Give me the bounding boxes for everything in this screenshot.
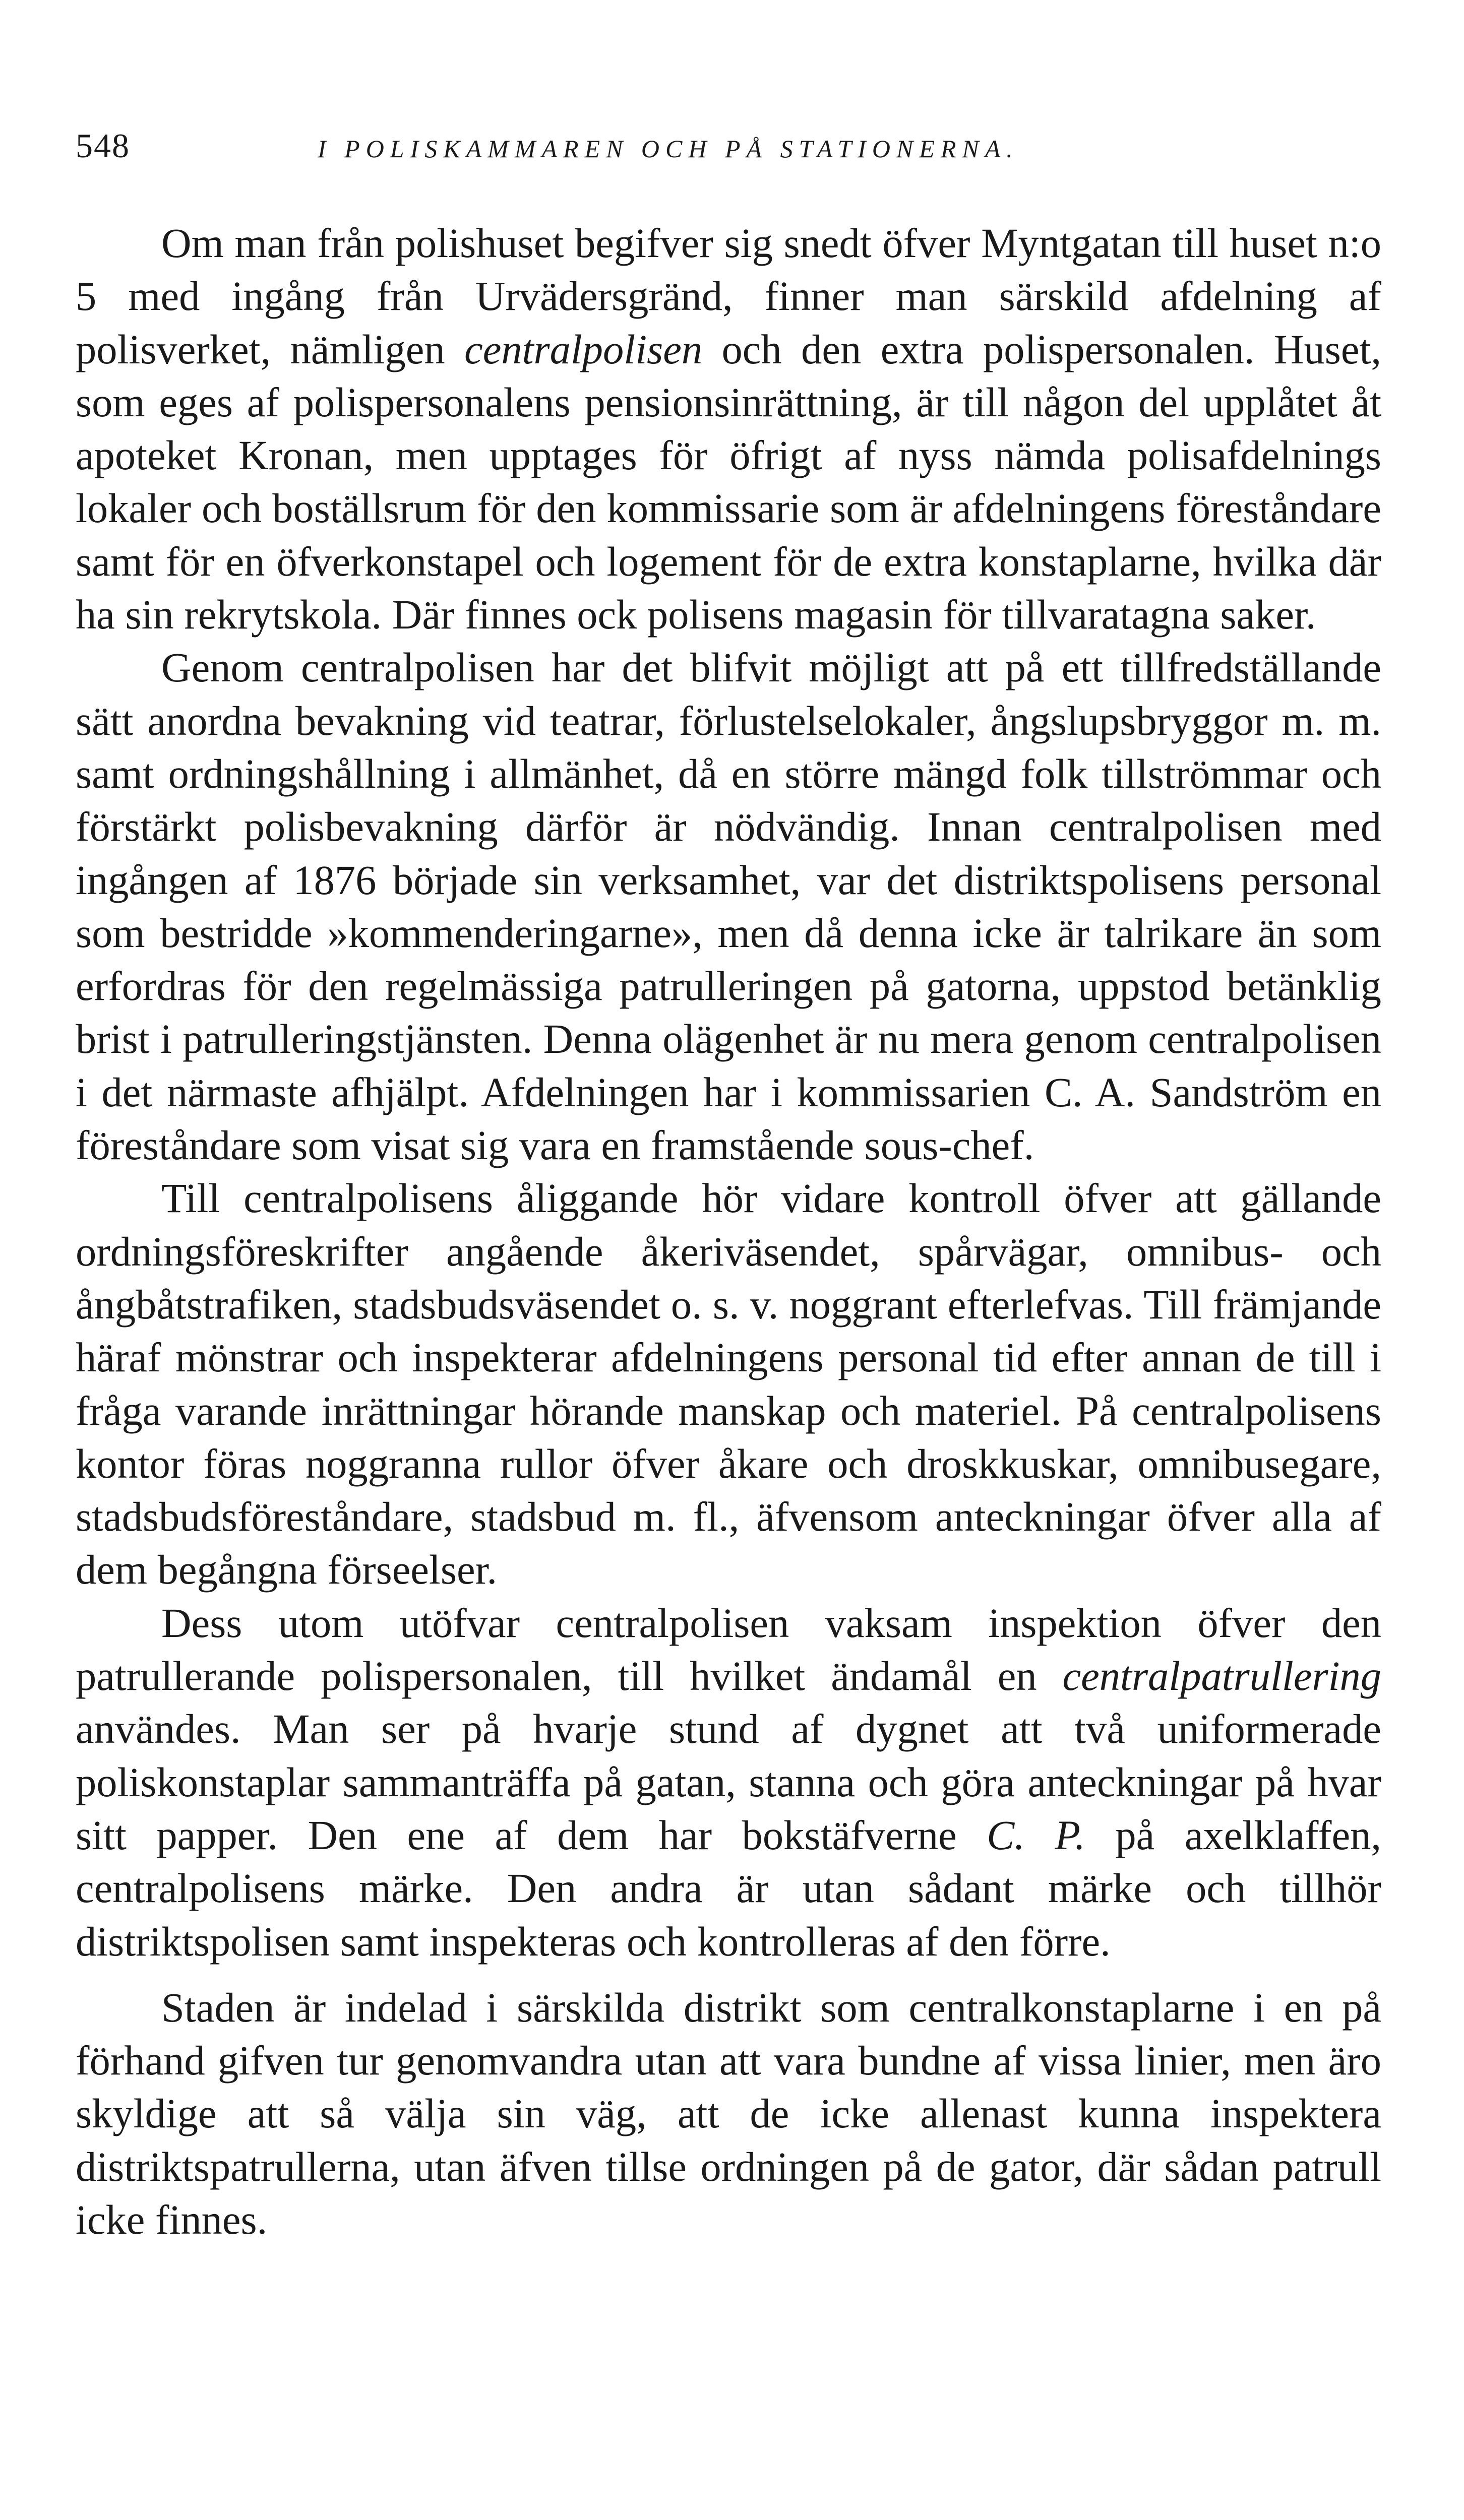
text-span: användes. Man ser på hvarje stund af dygnet att två uniformerade poliskonstaplar sammanträffa på gatan, stanna och göra anteckningar på hvar sitt papper. Den ene af dem har bokstäfverne <box>76 1706 1381 1858</box>
emphasis-centralpolisen: centralpolisen <box>464 326 703 372</box>
text-span: på axelklaffen, centralpolisens märke. Den andra är utan sådant märke och tillhör distriktspolisen samt inspekteras och kontrolleras af den förre. <box>76 1811 1381 1965</box>
text-span: Till centralpolisens åliggande hör vidare kontroll öfver att gällande ordningsföreskrifter angående åkeriväsendet, spårvägar, omnibus- och ångbåtstrafiken, stadsbudsväsendet o. s. v. noggrant efterlefvas. Till främjande häraf mönstrar och inspekterar afdelningens personal tid efter annan de till i fråga varande inrättningar hörande manskap och materiel. På centralpolisens kontor föras noggranna rullor öfver åkare och droskkuskar, omnibusegare, stadsbudsföreståndare, stadsbud m. fl., äfvensom anteckningar öfver alla af dem begångna förseelser. <box>76 1175 1381 1593</box>
text-span: Genom centralpolisen har det blifvit möjligt att på ett tillfredställande sätt anordna bevakning vid teatrar, förlustelselokaler, ångslupsbryggor m. m. samt ordningshållning i allmänhet, då en större mängd folk tillströmmar och förstärkt polisbevakning därför är nödvändig. Innan centralpolisen med ingången af 1876 började sin verksamhet, var det distriktspolisens personal som bestridde »kommenderingarne», men då denna icke är talrikare än som erfordras för den regelmässiga patrulleringen på gatorna, uppstod betänklig brist i patrulleringstjänsten. Denna olägenhet är nu mera genom centralpolisen i det närmaste afhjälpt. Afdelningen har i kommissarien C. A. Sandström en föreståndare som visat sig vara en framstående sous-chef. <box>76 644 1381 1169</box>
paragraph <box>76 641 1381 1172</box>
text-span: och den extra polispersonalen. Huset, som eges af polispersonalens pensionsinrättning, är till någon del upplåtet åt apoteket Kronan, men upptages för öfrigt af nyss nämda polisafdelnings lokaler och boställsrum för den kommissarie som är afdelningens föreståndare samt för en öfverkonstapel och logement för de extra konstaplarne, hvilka där ha sin rekrytskola. Där finnes ock polisens magasin för tillvaratagna saker. <box>76 326 1382 638</box>
emphasis-centralpatrullering: centralpatrullering <box>1062 1653 1381 1699</box>
page-number: 548 <box>76 127 130 165</box>
paragraph <box>76 1981 1381 2246</box>
paragraph <box>76 1597 1381 1968</box>
text-span: Dess utom utöfvar centralpolisen vaksam inspektion öfver den patrullerande polispersonalen, till hvilket ändamål en <box>76 1599 1381 1699</box>
body-text <box>76 217 1381 2246</box>
emphasis-cp: C. P. <box>987 1811 1085 1858</box>
text-span: Staden är indelad i särskilda distrikt som centralkonstaplarne i en på förhand gifven tur genomvandra utan att vara bundne af vissa linier, men äro skyldige att så välja sin väg, att de icke allenast kunna inspektera distriktspatrullerna, utan äfven tillse ordningen på de gator, där sådan patrull icke finnes. <box>76 1984 1381 2243</box>
paragraph <box>76 1172 1381 1596</box>
running-head <box>76 126 1381 186</box>
book-page <box>76 126 1381 2246</box>
text-span: Om man från polishuset begifver sig snedt öfver Myntgatan till huset n:o 5 med ingång från Urvädersgränd, finner man särskild afdelning af polisverket, nämligen <box>76 220 1381 372</box>
running-title: I POLISKAMMAREN OCH PÅ STATIONERNA. <box>318 135 1019 163</box>
paragraph <box>76 217 1381 641</box>
